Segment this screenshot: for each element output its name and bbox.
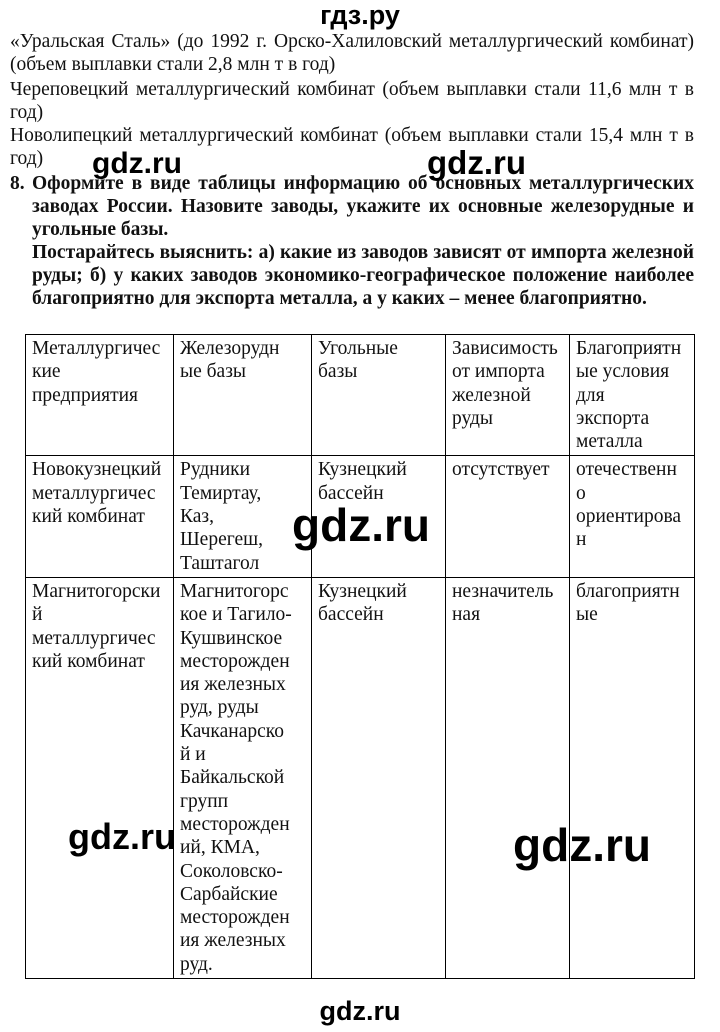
table-cell: Рудники Темиртау, Каз, Шерегеш, Таштагол bbox=[174, 456, 312, 577]
table-cell: благоприятн ые bbox=[570, 577, 695, 978]
table-cell: отечественн о ориентирова н bbox=[570, 456, 695, 577]
intro-line-ural-steel: «Уральская Сталь» (до 1992 г. Орско-Халиловский металлургический комбинат) (объем выплавки стали 2,8 млн т в год) bbox=[10, 31, 694, 75]
watermark-mid-left: gdz.ru bbox=[92, 147, 182, 180]
intro-line-cherepovets: Череповецкий металлургический комбинат (объем выплавки стали 11,6 млн т в год) bbox=[10, 79, 694, 123]
plants-table bbox=[25, 334, 695, 979]
header-cell: Металлургичес кие предприятия bbox=[26, 335, 174, 456]
table-cell: Новокузнецкий металлургичес кий комбинат bbox=[26, 456, 174, 577]
table-cell: незначитель ная bbox=[446, 577, 570, 978]
table-header-row bbox=[26, 335, 695, 456]
table-cell: Магнитогорски й металлургичес кий комбинат bbox=[26, 577, 174, 978]
watermark-lower-left: gdz.ru bbox=[68, 816, 176, 857]
table-cell: отсутствует bbox=[446, 456, 570, 577]
table-cell: Кузнецкий бассейн bbox=[312, 577, 446, 978]
task-number: 8. bbox=[10, 173, 25, 194]
table-cell: Кузнецкий бассейн bbox=[312, 456, 446, 577]
watermark-center: gdz.ru bbox=[292, 499, 430, 551]
watermark-bottom: gdz.ru bbox=[319, 996, 401, 1026]
watermark-mid-right: gdz.ru bbox=[427, 144, 526, 181]
header-cell: Благоприятн ые условия для экспорта металла bbox=[570, 335, 695, 456]
watermark-lower-right: gdz.ru bbox=[513, 819, 651, 871]
header-cell: Железорудн ые базы bbox=[174, 335, 312, 456]
header-cell: Зависимость от импорта железной руды bbox=[446, 335, 570, 456]
task-paragraph-1: Оформите в виде таблицы информацию об основных металлургических заводах России. Назовите заводы, укажите их основные железорудные и угольные базы. bbox=[32, 173, 694, 240]
task-paragraph-2: Постарайтесь выяснить: а) какие из заводов зависят от импорта железной руды; б) у каких заводов экономико-географическое положение наиболее благоприятно для экспорта металла, а у каких – менее благоприятно. bbox=[32, 242, 694, 309]
table-row bbox=[26, 577, 695, 978]
intro-line-novolipetsk: Новолипецкий металлургический комбинат (объем выплавки стали 15,4 млн т в год) bbox=[10, 125, 694, 169]
header-cell: Угольные базы bbox=[312, 335, 446, 456]
task-8 bbox=[10, 172, 694, 310]
table-cell: Магнитогорс кое и Тагило- Кушвинское месторожден ия железных руд, руды Качканарско й и Байкальской групп месторожден ий, КМА, Соколовско- Сарбайские месторожден ия железных руд. bbox=[174, 577, 312, 978]
watermark-top: гдз.ру bbox=[320, 0, 400, 30]
